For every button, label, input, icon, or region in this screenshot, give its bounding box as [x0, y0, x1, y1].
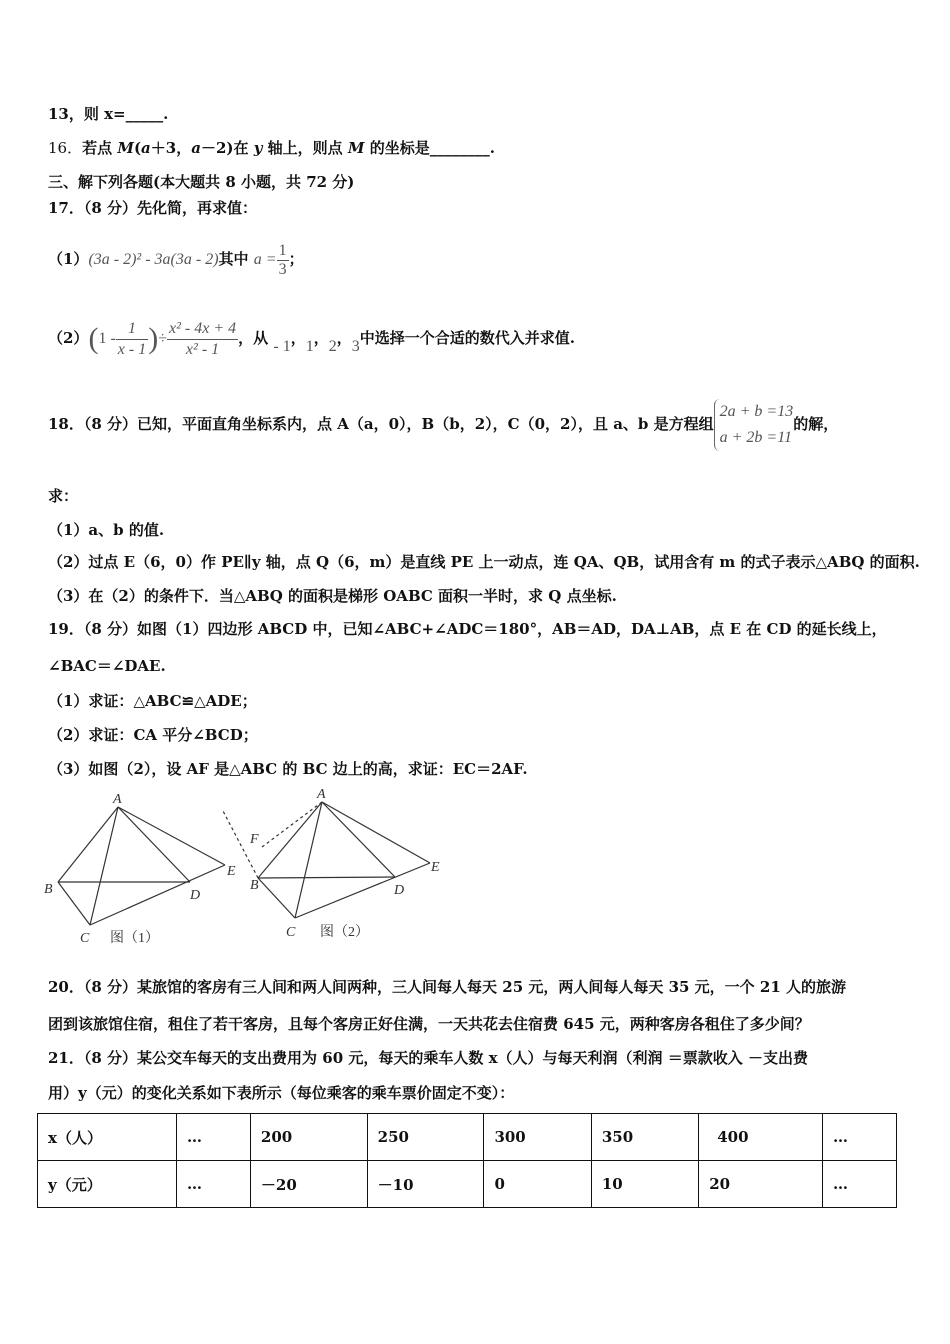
table-cell: y（元）	[38, 1161, 177, 1208]
q17-p2-frac2	[167, 319, 238, 360]
table-row-y	[38, 1161, 897, 1208]
fig2-seg-ce	[295, 863, 430, 918]
q18-eq2: a + 2b =11	[719, 429, 793, 446]
q17-p2-div: ÷	[158, 330, 167, 347]
q17-p2-from: ，从	[238, 329, 269, 347]
q21-table	[37, 1113, 897, 1208]
q17-part1	[48, 234, 304, 285]
q16-num: 16．	[48, 139, 83, 157]
q18-eq1: 2a + b =13	[719, 403, 794, 420]
q19-figures	[40, 785, 460, 955]
q17-p1-cond-den: 3	[278, 260, 287, 278]
q16-t4: －2)在	[200, 139, 254, 157]
q17-p2-frac1	[116, 319, 148, 360]
fig2-label-e: E	[431, 860, 440, 875]
q17-p1-end: ；	[288, 250, 304, 268]
fig1-label-b: B	[44, 882, 53, 897]
fig1-label-d: D	[190, 888, 201, 903]
table-cell: 20	[699, 1161, 823, 1208]
q17-p2-a: 1 -	[98, 330, 116, 347]
q18-line1	[48, 394, 838, 454]
q17-p1-cond-lhs: a =	[253, 251, 277, 268]
table-cell: 250	[367, 1114, 484, 1161]
q19-line1: 19．（8 分）如图（1）四边形 ABCD 中，已知∠ABC+∠ADC＝180°，AB＝AD，DA⊥AB，点 E 在 CD 的延长线上，	[48, 620, 887, 638]
fig2-label-a: A	[317, 787, 326, 802]
fig2-label-d: D	[394, 883, 405, 898]
fig1-seg-ce	[90, 865, 225, 925]
q18-ask: 求：	[48, 487, 79, 505]
fig2-label-b: B	[250, 878, 259, 893]
q17-p1-label: （1）	[48, 250, 89, 268]
q16-t1: 若点	[82, 139, 118, 157]
q18-sub3: （3）在（2）的条件下．当△ABQ 的面积是梯形 OABC 面积一半时，求 Q 点坐标.	[48, 587, 617, 605]
table-cell: 0	[484, 1161, 591, 1208]
q17-p2-value-0: - 1	[273, 338, 291, 355]
fig2-seg-ad	[322, 802, 395, 877]
fig1-seg-ae	[118, 807, 225, 865]
q17-p2-den2: x² - 1	[185, 340, 220, 358]
section-3-heading: 三、解下列各题(本大题共 8 小题，共 72 分)	[48, 173, 355, 191]
table-cell: …	[823, 1114, 897, 1161]
q18-sub2: （2）过点 E（6，0）作 PE∥y 轴，点 Q（6，m）是直线 PE 上一动点，连 QA、QB，试用含有 m 的式子表示△ABQ 的面积.	[48, 553, 920, 571]
q17-p2-paren-open: (	[88, 322, 99, 355]
q17-p2-value-3: 3	[351, 338, 360, 355]
fig2-caption: 图（2）	[320, 925, 369, 940]
q20-line1: 20．（8 分）某旅馆的客房有三人间和两人间两种，三人间每人每天 25 元，两人间每人每天 35 元，一个 21 人的旅游	[48, 978, 846, 996]
q16-t3: ＋3，	[150, 139, 192, 157]
table-cell: 300	[484, 1114, 591, 1161]
fig2-seg-bd	[258, 877, 395, 878]
q17-p1-expr: (3a - 2)² - 3a(3a - 2)	[88, 251, 219, 268]
q16-a2: a	[191, 139, 201, 157]
q20-line2: 团到该旅馆住宿，租住了若干客房，且每个客房正好住满，一天共花去住宿费 645 元，两种客房各租住了多少间？	[48, 1015, 810, 1033]
q17-heading: 17．（8 分）先化简，再求值：	[48, 199, 258, 217]
fig2-seg-ab	[258, 802, 322, 878]
q18-text2: 的解，	[793, 415, 839, 433]
q17-p1-cond-frac	[277, 242, 289, 279]
q18-equation-system	[714, 399, 794, 451]
q17-p2-value-1: 1	[305, 338, 314, 355]
q19-sub2: （2）求证：CA 平分∠BCD；	[48, 726, 258, 744]
fig1-label-c: C	[80, 931, 90, 946]
fig2-seg-ae	[322, 802, 430, 863]
table-row-x	[38, 1114, 897, 1161]
q16-t5: 轴上，则点	[262, 139, 348, 157]
q19-sub1: （1）求证：△ABC≌△ADE；	[48, 692, 257, 710]
q16-line	[48, 137, 495, 158]
fig2-label-c: C	[286, 925, 296, 940]
fig2-seg-bc	[258, 878, 295, 918]
q16-t2: (	[133, 139, 142, 157]
q17-p2-paren-close: )	[148, 322, 159, 355]
q17-p1-cond-num: 1	[278, 241, 287, 259]
table-cell: －20	[250, 1161, 367, 1208]
q16-m2: M	[347, 139, 365, 157]
q16-y: y	[253, 139, 263, 157]
q21-line2: 用）y（元）的变化关系如下表所示（每位乘客的乘车票价固定不变）：	[48, 1084, 515, 1102]
q21-line1: 21．（8 分）某公交车每天的支出费用为 60 元，每天的乘车人数 x（人）与每天利润（利润 ＝票款收入 －支出费	[48, 1049, 808, 1067]
table-cell: …	[177, 1161, 251, 1208]
fig1-seg-bc	[58, 882, 90, 925]
q17-part2: （2）(1 - $\frac{1}{x - 1}$ )÷ $\frac{\text{x² - 4x + 4}}{\text{x² - 1}}$ ，从 - 1，1，2，3中选择一个合适的数代入并求值.	[48, 319, 575, 358]
q16-m1: M	[117, 139, 134, 157]
q17-p2-label: （2）	[48, 329, 89, 347]
table-cell: 200	[250, 1114, 367, 1161]
table-cell: －10	[367, 1161, 484, 1208]
table-cell: 350	[591, 1114, 698, 1161]
fig2-seg-ac	[295, 802, 322, 918]
table-cell: 10	[591, 1161, 698, 1208]
q17-p2-value-2: 2	[328, 338, 337, 355]
q17-p2-end: 中选择一个合适的数代入并求值.	[359, 329, 575, 347]
fig1-label-e: E	[227, 864, 236, 879]
q17-p2-num2: x² - 4x + 4	[167, 319, 238, 340]
q19-line2: ∠BAC＝∠DAE.	[48, 657, 166, 675]
table-cell: x（人）	[38, 1114, 177, 1161]
q18-sub1: （1）a、b 的值.	[48, 521, 165, 539]
fig2-label-f: F	[250, 832, 259, 847]
fig1-label-a: A	[113, 792, 122, 807]
q17-p1-mid: 其中	[218, 250, 249, 268]
table-cell: 400	[699, 1114, 823, 1161]
q16-t6: 的坐标是________.	[364, 139, 495, 157]
table-cell: …	[823, 1161, 897, 1208]
q18-text1: 18．（8 分）已知，平面直角坐标系内，点 A（a，0），B（b，2），C（0，2），且 a、b 是方程组	[48, 415, 714, 433]
q17-p2-den1: x - 1	[117, 340, 147, 358]
fig1-caption: 图（1）	[110, 931, 159, 946]
q15-answer-line: 13，则 x=_____.	[48, 105, 169, 123]
q17-p2-num1: 1	[116, 319, 148, 340]
q19-sub3: （3）如图（2），设 AF 是△ABC 的 BC 边上的高，求证：EC＝2AF.	[48, 760, 528, 778]
fig1-seg-ad	[118, 807, 190, 882]
q16-a1: a	[141, 139, 151, 157]
table-cell: …	[177, 1114, 251, 1161]
